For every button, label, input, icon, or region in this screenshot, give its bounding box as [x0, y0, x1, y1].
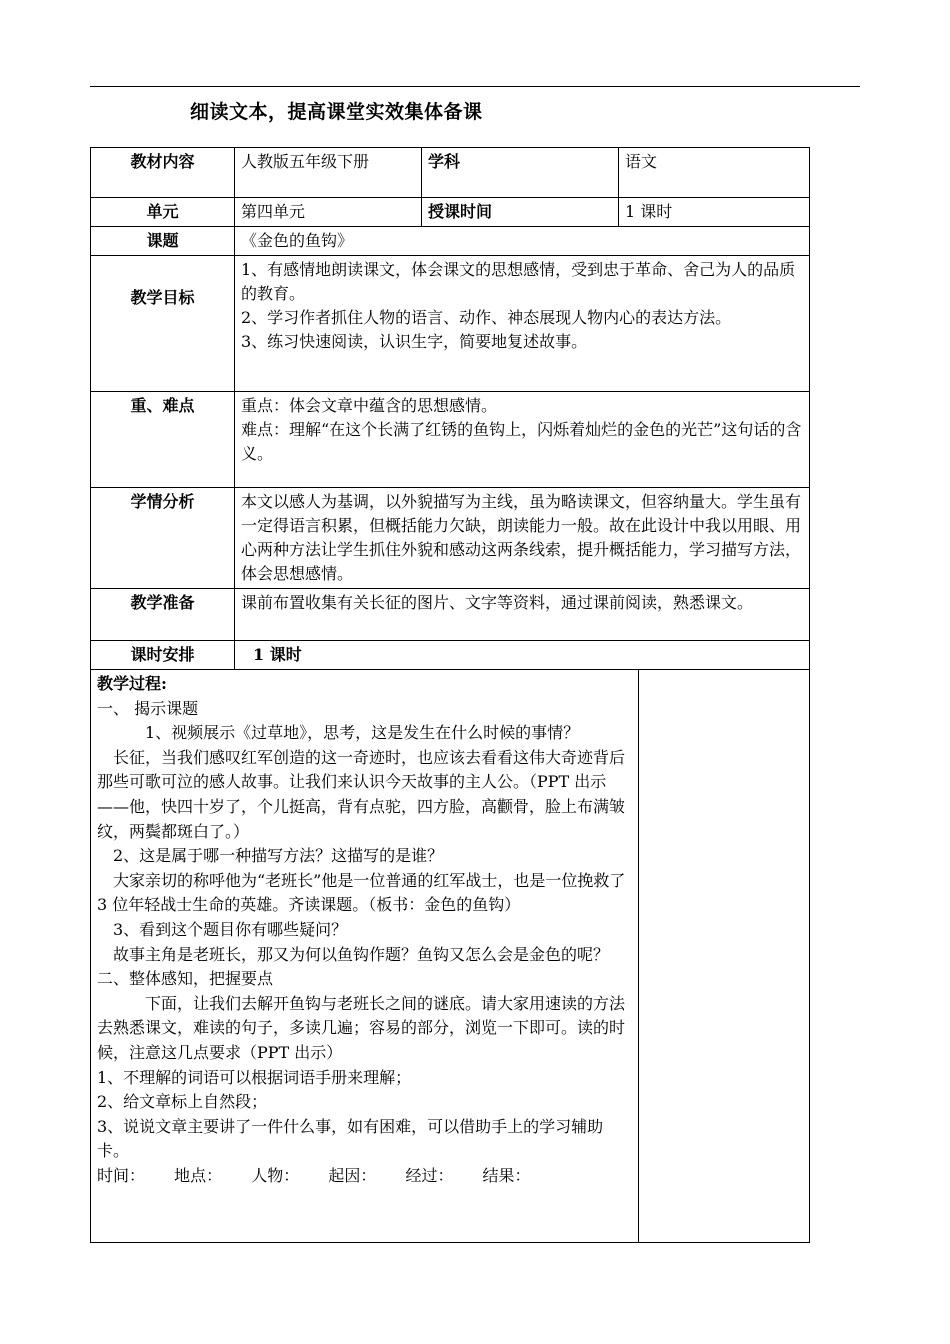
process-line: 1、视频展示《过草地》，思考，这是发生在什么时候的事情？	[145, 723, 580, 743]
process-line: 长征，当我们感叹红军创造的这一奇迹时，也应该去看看这伟大奇迹背后那些可歌可泣的感人故事。让我们来认识今天故事的主人公。（PPT 出示——他，快四十岁了，个儿挺高，背有点驼，四方脸，高颧骨，脸上布满皱纹，两鬓都斑白了。）	[97, 747, 626, 841]
key-point-item: 重点：体会文章中蕴含的思想感情。	[241, 396, 498, 415]
field-result: 结果：	[482, 1165, 531, 1185]
subject-label: 学科	[422, 148, 619, 198]
key-points-value	[235, 392, 810, 488]
analysis-value: 本文以感人为基调，以外貌描写为主线，虽为略读课文，但容纳量大。学生虽有一定得语言积累，但概括能力欠缺，朗读能力一般。故在此设计中我以用眼、用心两种方法让学生抓住外貌和感动这两条线索，提升概括能力，学习描写方法，体会思想感情。	[235, 488, 810, 589]
textbook-value: 人教版五年级下册	[235, 148, 422, 198]
schedule-value: 1 课时	[235, 641, 810, 670]
row-goals	[91, 256, 810, 392]
goal-item: 3、练习快速阅读，认识生字，简要地复述故事。	[241, 332, 588, 351]
subject-value: 语文	[619, 148, 810, 198]
key-point-item: 难点：理解“在这个长满了红锈的鱼钩上，闪烁着灿烂的金色的光芒”这句话的含义。	[241, 420, 802, 463]
schedule-label: 课时安排	[91, 641, 235, 670]
process-line: 2、这是属于哪一种描写方法？这描写的是谁？	[113, 846, 444, 866]
process-line: 大家亲切的称呼他为“老班长”他是一位普通的红军战士，也是一位挽救了 3 位年轻战士生命的英雄。齐读课题。（板书：金色的鱼钩）	[97, 870, 626, 915]
unit-value: 第四单元	[235, 198, 422, 227]
row-key-points	[91, 392, 810, 488]
row-unit	[91, 198, 810, 227]
process-line: 2、给文章标上自然段；	[97, 1092, 268, 1112]
topic-value: 《金色的鱼钩》	[235, 227, 810, 256]
header-rule	[90, 86, 860, 87]
process-line: 3、看到这个题目你有哪些疑问？	[113, 919, 348, 939]
row-analysis	[91, 488, 810, 589]
field-time: 时间：	[97, 1165, 146, 1185]
row-topic	[91, 227, 810, 256]
field-cause: 起因：	[328, 1165, 377, 1185]
row-prep	[91, 589, 810, 641]
time-value: 1 课时	[619, 198, 810, 227]
topic-label: 课题	[91, 227, 235, 256]
prep-value: 课前布置收集有关长征的图片、文字等资料，通过课前阅读，熟悉课文。	[235, 589, 810, 641]
process-line: 二、整体感知，把握要点	[97, 969, 274, 989]
analysis-label: 学情分析	[91, 488, 235, 589]
process-heading: 教学过程:	[97, 674, 167, 693]
field-place: 地点：	[174, 1165, 223, 1185]
row-textbook	[91, 148, 810, 198]
goal-item: 2、学习作者抓住人物的语言、动作、神态展现人物内心的表达方法。	[241, 308, 732, 327]
process-line: 1、不理解的词语可以根据词语手册来理解；	[97, 1067, 412, 1087]
row-schedule	[91, 641, 810, 670]
process-line: 下面，让我们去解开鱼钩与老班长之间的谜底。请大家用速读的方法去熟悉课文，难读的句子，多读几遍；容易的部分，浏览一下即可。读的时候，注意这几点要求（PPT 出示）	[97, 993, 626, 1062]
summary-fields	[97, 1164, 632, 1189]
process-line: 一、 揭示课题	[97, 698, 199, 718]
field-person: 人物：	[251, 1165, 300, 1185]
unit-label: 单元	[91, 198, 235, 227]
goals-value	[235, 256, 810, 392]
process-section	[91, 670, 809, 1242]
lesson-plan-table	[90, 147, 810, 1243]
process-notes-column	[639, 670, 809, 1242]
process-content	[91, 670, 639, 1242]
row-process	[91, 670, 810, 1243]
goal-item: 1、有感情地朗读课文，体会课文的思想感情，受到忠于革命、舍己为人的品质的教育。	[241, 260, 796, 303]
textbook-label: 教材内容	[91, 148, 235, 198]
field-process: 经过：	[405, 1165, 454, 1185]
time-label: 授课时间	[422, 198, 619, 227]
prep-label: 教学准备	[91, 589, 235, 641]
goals-label: 教学目标	[91, 256, 235, 392]
process-line: 故事主角是老班长，那又为何以鱼钩作题？鱼钩又怎么会是金色的呢？	[113, 944, 610, 964]
document-title: 细读文本，提高课堂实效集体备课	[190, 101, 483, 123]
process-line: 3、说说文章主要讲了一件什么事，如有困难，可以借助手上的学习辅助卡。	[97, 1116, 604, 1161]
key-points-label: 重、难点	[91, 392, 235, 488]
